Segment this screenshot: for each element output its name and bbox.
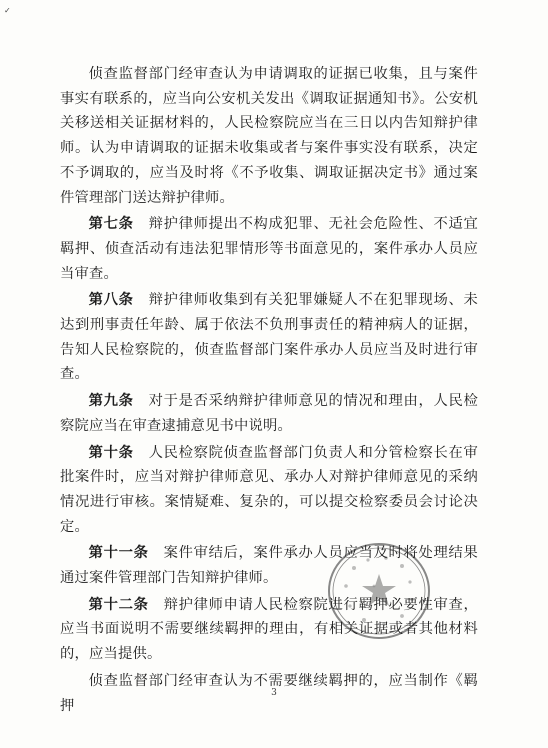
article-text: 辩护律师提出不构成犯罪、无社会危险性、不适宜羁押、侦查活动有违法犯罪情形等书面意见的，案件承办人员应当审查。: [60, 216, 478, 282]
article-label: 第十条: [88, 444, 134, 461]
paragraph-continuation: [60, 62, 478, 210]
article-text: 辩护律师申请人民检察院进行羁押必要性审查，应当书面说明不需要继续羁押的理由，有相关证据或者其他材料的，应当提供。: [60, 596, 478, 663]
paragraph-text: 侦查监督部门经审查认为申请调取的证据已收集，且与案件事实有联系的，应当向公安机关发出《调取证据通知书》。公安机关移送相关证据材料的，人民检察院应当在三日以内告知辩护律师。认为申请调取的证据未收集或者与案件事实没有联系，决定不予调取的，应当及时将《不予收集、调取证据决定书》通过案件管理部门送达辩护律师。: [60, 66, 478, 206]
paragraph-text: 侦查监督部门经审查认为不需要继续羁押的，应当制作《羁押: [60, 672, 478, 714]
article-label: 第十一条: [88, 545, 149, 562]
official-seal-stamp: [324, 536, 434, 646]
article-7: [60, 212, 478, 286]
article-text: 辩护律师收集到有关犯罪嫌疑人不在犯罪现场、未达到刑事责任年龄、属于依法不负刑事责任的精神病人的证据，告知人民检察院的，侦查监督部门案件承办人员应当及时进行审查。: [60, 292, 478, 383]
article-9: [60, 389, 478, 438]
scan-corner-mark: ✓: [4, 6, 11, 15]
seal-star-icon: [362, 574, 396, 606]
article-text: 案件审结后，案件承办人员应当及时将处理结果通过案件管理部门告知辩护律师。: [60, 545, 478, 587]
article-8: [60, 288, 478, 387]
article-label: 第八条: [88, 292, 134, 309]
article-text: 对于是否采纳辩护律师意见的情况和理由，人民检察院应当在审查逮捕意见书中说明。: [60, 393, 478, 434]
article-10: [60, 441, 478, 540]
article-label: 第九条: [88, 393, 134, 410]
article-text: 人民检察院侦查监督部门负责人和分管检察长在审批案件时，应当对辩护律师意见、承办人对辩护律师意见的采纳情况进行审核。案情疑难、复杂的，可以提交检察委员会讨论决定。: [60, 444, 478, 535]
article-label: 第十二条: [88, 596, 149, 613]
page-number: 3: [271, 688, 277, 698]
article-label: 第七条: [88, 216, 134, 233]
